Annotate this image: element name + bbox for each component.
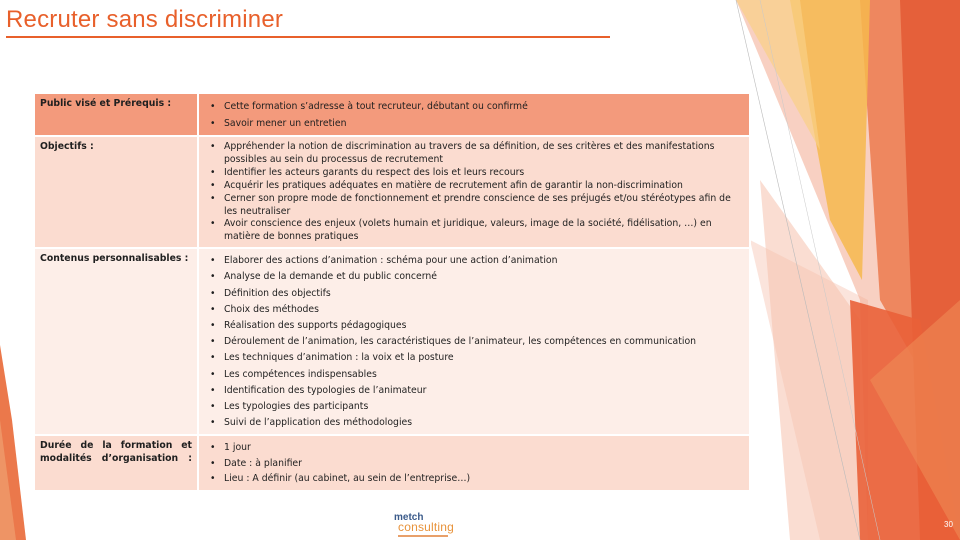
- company-logo: [392, 511, 464, 539]
- list-item: • Déroulement de l’animation, les caractéristiques de l’animateur, les compétences en communication: [205, 334, 743, 350]
- list-item: • Les techniques d’animation : la voix et la posture: [205, 350, 743, 366]
- table-row-objectifs: [34, 136, 750, 248]
- table-row-duree: [34, 435, 750, 491]
- row-content-duree: [198, 435, 750, 491]
- logo-wordmark-top: metch: [394, 512, 424, 523]
- logo-tagline-bar: [398, 535, 448, 537]
- list-item: • Les typologies des participants: [205, 399, 743, 415]
- list-item: • 1 jour: [205, 440, 743, 456]
- list-item: • Acquérir les pratiques adéquates en matière de recrutement afin de garantir la non-discrimination: [205, 180, 743, 193]
- bullet-list: [205, 440, 743, 487]
- bullet-list: [205, 98, 743, 132]
- list-item: • Cette formation s’adresse à tout recruteur, débutant ou confirmé: [205, 98, 743, 115]
- row-label-objectifs: Objectifs :: [34, 136, 198, 248]
- bullet-list: [205, 253, 743, 431]
- list-item: • Lieu : A définir (au cabinet, au sein de l’entreprise…): [205, 471, 743, 487]
- list-item: • Cerner son propre mode de fonctionnement et prendre conscience de ses préjugés et/ou stéréotypes afin de les neutraliser: [205, 193, 743, 219]
- title-underline: [6, 36, 610, 38]
- row-label-public: Public visé et Prérequis :: [34, 93, 198, 136]
- list-item: • Identification des typologies de l’animateur: [205, 383, 743, 399]
- logo-wordmark-bottom: consulting: [398, 520, 455, 534]
- table-row-contenus: [34, 248, 750, 435]
- list-item: • Avoir conscience des enjeux (volets humain et juridique, valeurs, image de la société, fidélisation, …) en matière de bonnes pratiques: [205, 218, 743, 244]
- list-item: • Appréhender la notion de discrimination au travers de sa définition, de ses critères et des manifestations possibles au sein du processus de recrutement: [205, 141, 743, 167]
- bullet-list: [205, 141, 743, 244]
- row-content-public: [198, 93, 750, 136]
- slide-title: Recruter sans discriminer: [6, 6, 284, 33]
- list-item: • Suivi de l’application des méthodologies: [205, 415, 743, 431]
- list-item: • Analyse de la demande et du public concerné: [205, 269, 743, 285]
- list-item: • Elaborer des actions d’animation : schéma pour une action d’animation: [205, 253, 743, 269]
- list-item: • Les compétences indispensables: [205, 367, 743, 383]
- list-item: • Date : à planifier: [205, 456, 743, 472]
- list-item: • Choix des méthodes: [205, 302, 743, 318]
- row-label-contenus: Contenus personnalisables :: [34, 248, 198, 435]
- list-item: • Définition des objectifs: [205, 286, 743, 302]
- row-content-contenus: [198, 248, 750, 435]
- list-item: • Savoir mener un entretien: [205, 115, 743, 132]
- list-item: • Identifier les acteurs garants du respect des lois et leurs recours: [205, 167, 743, 180]
- table-row-public: [34, 93, 750, 136]
- training-info-table: [33, 92, 751, 492]
- list-item: • Réalisation des supports pédagogiques: [205, 318, 743, 334]
- page-number: 30: [944, 520, 953, 529]
- row-label-duree: Durée de la formation et modalités d’organisation :: [34, 435, 198, 491]
- row-content-objectifs: [198, 136, 750, 248]
